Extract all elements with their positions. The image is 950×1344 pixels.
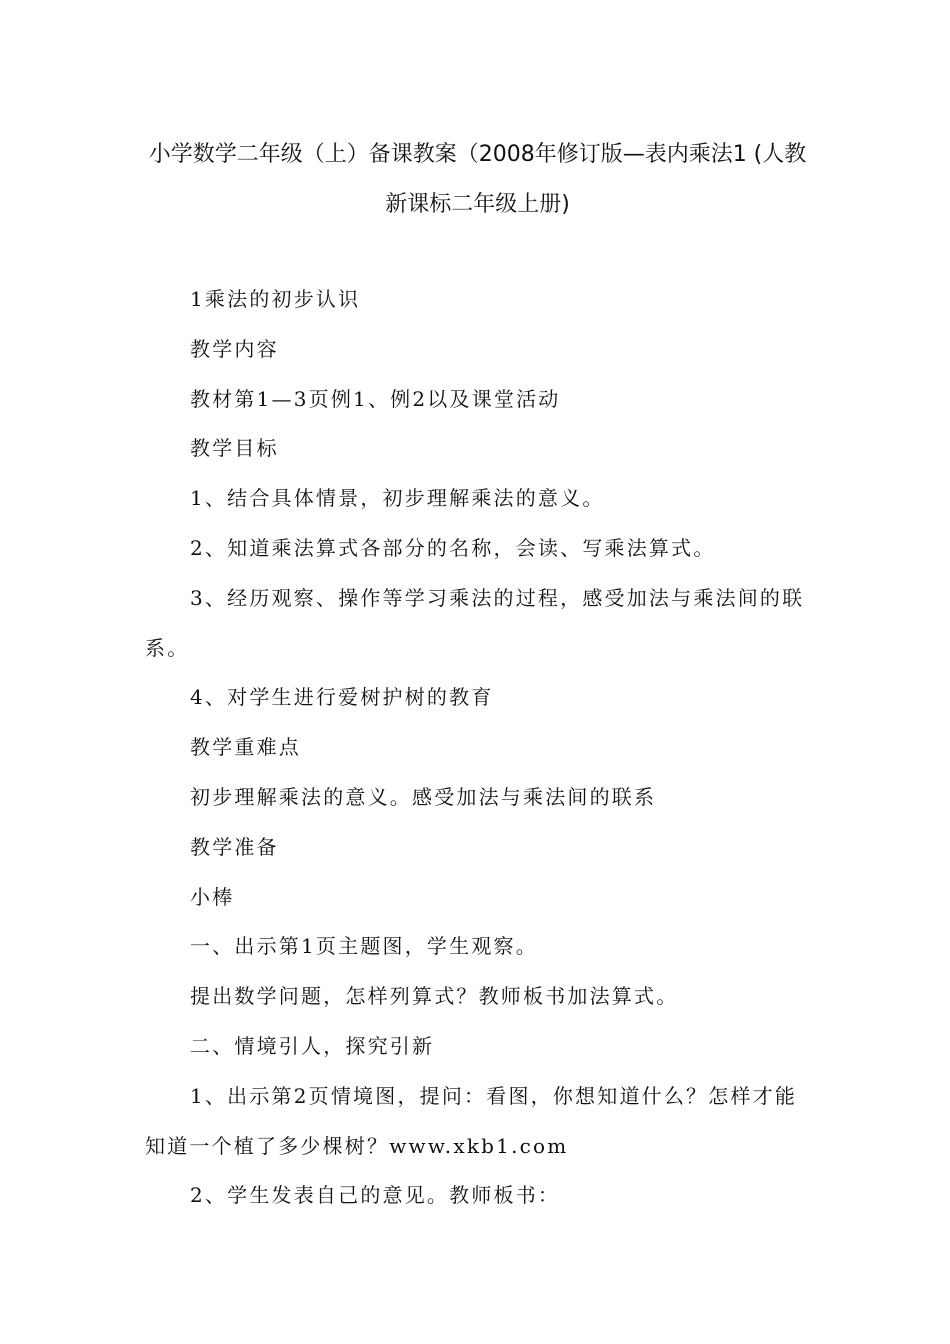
paragraph-3: 教材第1—3页例1、例2以及课堂活动 bbox=[190, 386, 561, 411]
paragraph-2: 教学内容 bbox=[190, 336, 279, 361]
paragraph-8: 4、对学生进行爱树护树的教育 bbox=[190, 685, 494, 710]
paragraph-1: 1乘法的初步认识 bbox=[190, 287, 361, 311]
paragraph-4: 教学目标 bbox=[190, 436, 279, 461]
paragraph-13: 一、出示第1页主题图，学生观察。 bbox=[190, 934, 538, 959]
paragraph-10: 初步理解乘法的意义。感受加法与乘法间的联系 bbox=[190, 784, 657, 809]
paragraph-14: 提出数学问题，怎样列算式？教师板书加法算式。 bbox=[190, 984, 679, 1009]
paragraph-17: 2、学生发表自己的意见。教师板书： bbox=[190, 1183, 561, 1208]
paragraph-5: 1、结合具体情景，初步理解乘法的意义。 bbox=[190, 486, 605, 511]
document-body bbox=[145, 275, 810, 1221]
paragraph-11: 教学准备 bbox=[190, 834, 279, 859]
paragraph-7: 3、经历观察、操作等学习乘法的过程，感受加法与乘法间的联系。 bbox=[145, 585, 805, 660]
paragraph-6: 2、知道乘法算式各部分的名称，会读、写乘法算式。 bbox=[190, 535, 716, 560]
paragraph-15: 二、情境引人，探究引新 bbox=[190, 1033, 435, 1058]
paragraph-16: 1、出示第2页情境图，提问：看图，你想知道什么？怎样才能知道一个植了多少棵树？www.xkb1.com bbox=[145, 1083, 798, 1158]
paragraph-9: 教学重难点 bbox=[190, 735, 301, 760]
document-title: 小学数学二年级（上）备课教案（2008年修订版—表内乘法1 (人教新课标二年级上册) bbox=[148, 142, 807, 217]
paragraph-12: 小棒 bbox=[190, 884, 235, 909]
